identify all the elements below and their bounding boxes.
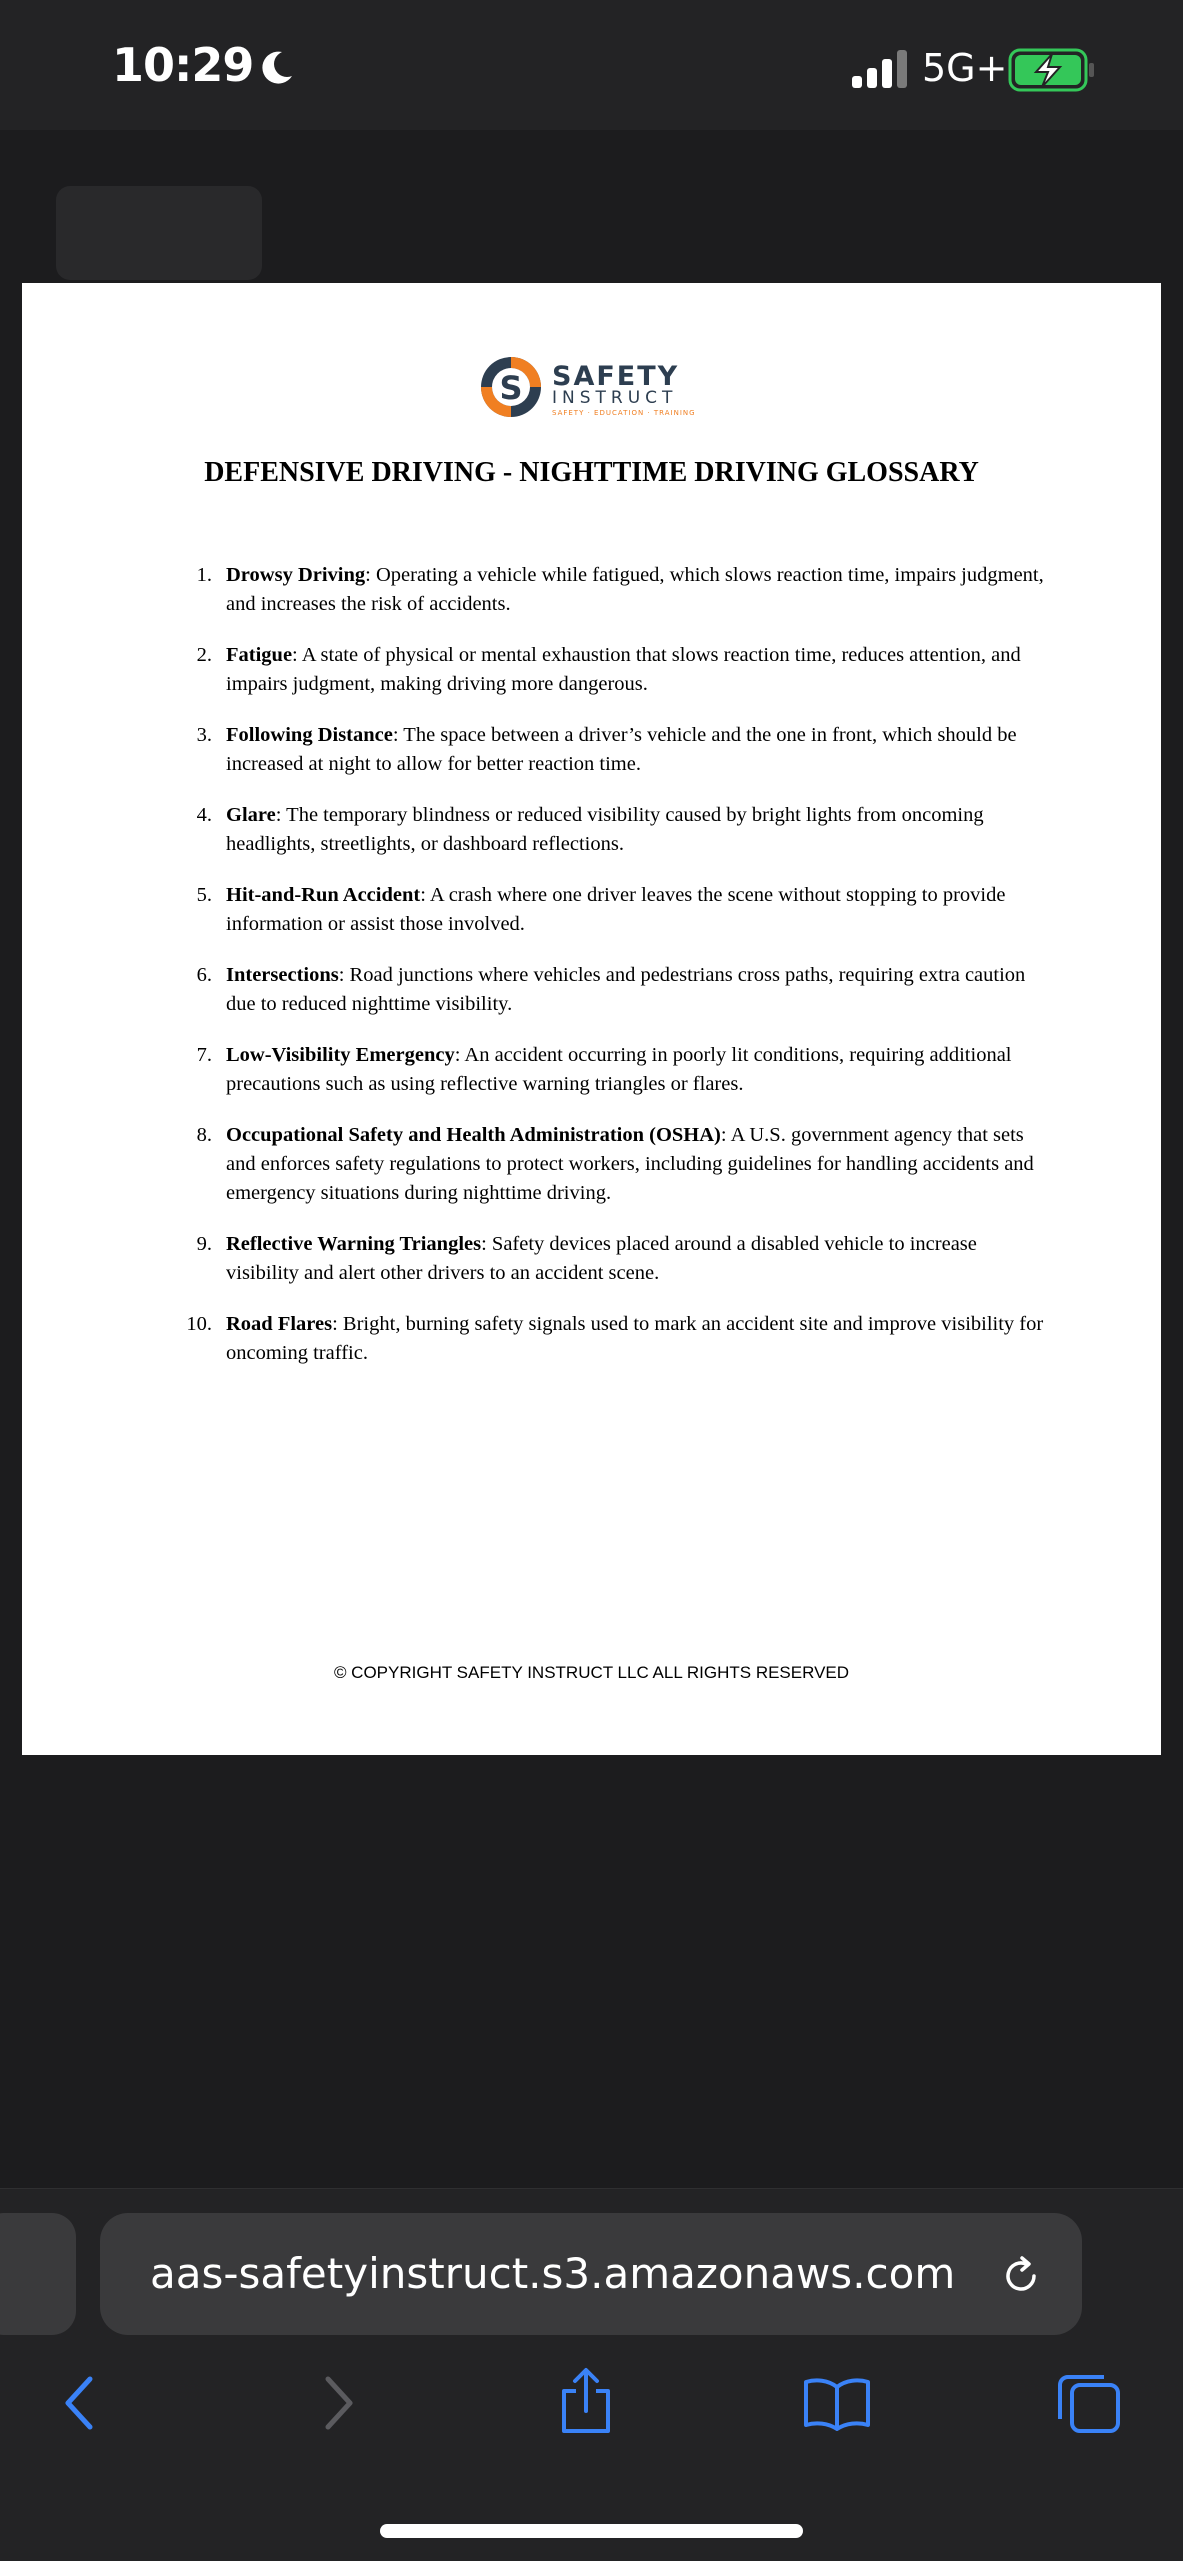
svg-text:SAFETY: SAFETY	[552, 361, 680, 392]
glossary-definition: : Road junctions where vehicles and pedestrians cross paths, requiring extra caution due to reduced nighttime visibility.	[226, 964, 1026, 1015]
status-time: 10:29	[112, 38, 254, 92]
svg-text:SAFETY · EDUCATION · TRAINING: SAFETY · EDUCATION · TRAINING	[552, 409, 696, 417]
document-page	[22, 283, 1161, 1755]
glossary-definition: : The temporary blindness or reduced visibility caused by bright lights from oncoming headlights, streetlights, or dashboard reflections.	[226, 804, 984, 855]
safety-instruct-logo	[478, 353, 708, 423]
glossary-definition: : Bright, burning safety signals used to mark an accident site and improve visibility for oncoming traffic.	[226, 1313, 1044, 1364]
status-bar	[0, 0, 1183, 130]
glossary-item-number: 9.	[196, 1233, 212, 1255]
glossary-item-number: 8.	[196, 1124, 212, 1146]
glossary-definition: : Safety devices placed around a disabled vehicle to increase visibility and alert other drivers to an accident scene.	[226, 1233, 977, 1284]
glossary-definition: : A state of physical or mental exhaustion that slows reaction time, reduces attention, and impairs judgment, making driving more dangerous.	[226, 644, 1021, 695]
glossary-item	[190, 561, 1050, 619]
glossary-definition: : The space between a driver’s vehicle and the one in front, which should be increased at night to allow for better reaction time.	[226, 724, 1017, 775]
tabs-icon[interactable]	[1056, 2369, 1122, 2435]
url-text: aas-safetyinstruct.s3.amazonaws.com	[150, 2249, 956, 2298]
share-icon[interactable]	[556, 2365, 616, 2437]
back-icon[interactable]	[56, 2373, 106, 2433]
glossary-term: Occupational Safety and Health Administration (OSHA)	[226, 1124, 721, 1146]
glossary-item	[186, 1310, 1050, 1368]
glossary-item-number: 4.	[196, 804, 212, 826]
bookmarks-icon[interactable]	[802, 2375, 872, 2431]
glossary-item-number: 3.	[196, 724, 212, 746]
address-bar[interactable]	[100, 2213, 1082, 2335]
glossary-item	[190, 801, 1050, 859]
glossary-term: Reflective Warning Triangles	[226, 1233, 482, 1255]
glossary-definition: : A crash where one driver leaves the scene without stopping to provide information or assist those involved.	[226, 884, 1006, 935]
glossary-definition: : An accident occurring in poorly lit conditions, requiring additional precautions such as using reflective warning triangles or flares.	[226, 1044, 1012, 1095]
glossary-item	[190, 721, 1050, 779]
glossary-term: Glare	[226, 804, 276, 826]
glossary-term: Drowsy Driving	[226, 564, 366, 586]
glossary-item-number: 1.	[196, 564, 212, 586]
document-title: DEFENSIVE DRIVING - NIGHTTIME DRIVING GLOSSARY	[204, 457, 979, 488]
glossary-item	[190, 1230, 1050, 1288]
reload-icon[interactable]	[998, 2253, 1044, 2299]
glossary-definition: : Operating a vehicle while fatigued, which slows reaction time, impairs judgment, and increases the risk of accidents.	[226, 564, 1044, 615]
glossary-item	[190, 1041, 1050, 1099]
signal-bars-icon	[850, 50, 912, 90]
forward-icon[interactable]	[312, 2373, 362, 2433]
glossary-list	[186, 561, 1050, 1390]
glossary-item	[190, 881, 1050, 939]
browser-toolbar	[0, 2188, 1183, 2561]
copyright-text: © COPYRIGHT SAFETY INSTRUCT LLC ALL RIGHTS RESERVED	[333, 1663, 850, 1682]
print-button[interactable]	[56, 186, 262, 280]
glossary-term: Following Distance	[226, 724, 393, 746]
glossary-item-number: 10.	[186, 1313, 212, 1335]
battery-charging-icon	[1008, 48, 1098, 92]
moon-icon	[256, 48, 296, 88]
glossary-term: Low-Visibility Emergency	[226, 1044, 455, 1066]
glossary-definition: : A U.S. government agency that sets and enforces safety regulations to protect workers, including guidelines for handling accidents and emergency situations during nighttime driving.	[226, 1124, 1034, 1204]
svg-text:S: S	[499, 369, 523, 407]
glossary-term: Road Flares	[226, 1313, 333, 1335]
glossary-item-number: 2.	[196, 644, 212, 666]
glossary-item-number: 6.	[196, 964, 212, 986]
glossary-item	[190, 641, 1050, 699]
glossary-item	[190, 961, 1050, 1019]
glossary-item-number: 7.	[196, 1044, 212, 1066]
glossary-term: Hit-and-Run Accident	[226, 884, 421, 906]
glossary-term: Fatigue	[226, 644, 293, 666]
glossary-item-number: 5.	[196, 884, 212, 906]
network-label: 5G+	[922, 46, 1008, 90]
glossary-item	[190, 1121, 1050, 1208]
previous-tab-preview[interactable]	[0, 2213, 76, 2335]
svg-text:INSTRUCT: INSTRUCT	[552, 388, 678, 408]
glossary-term: Intersections	[226, 964, 339, 986]
home-indicator[interactable]	[380, 2524, 803, 2538]
